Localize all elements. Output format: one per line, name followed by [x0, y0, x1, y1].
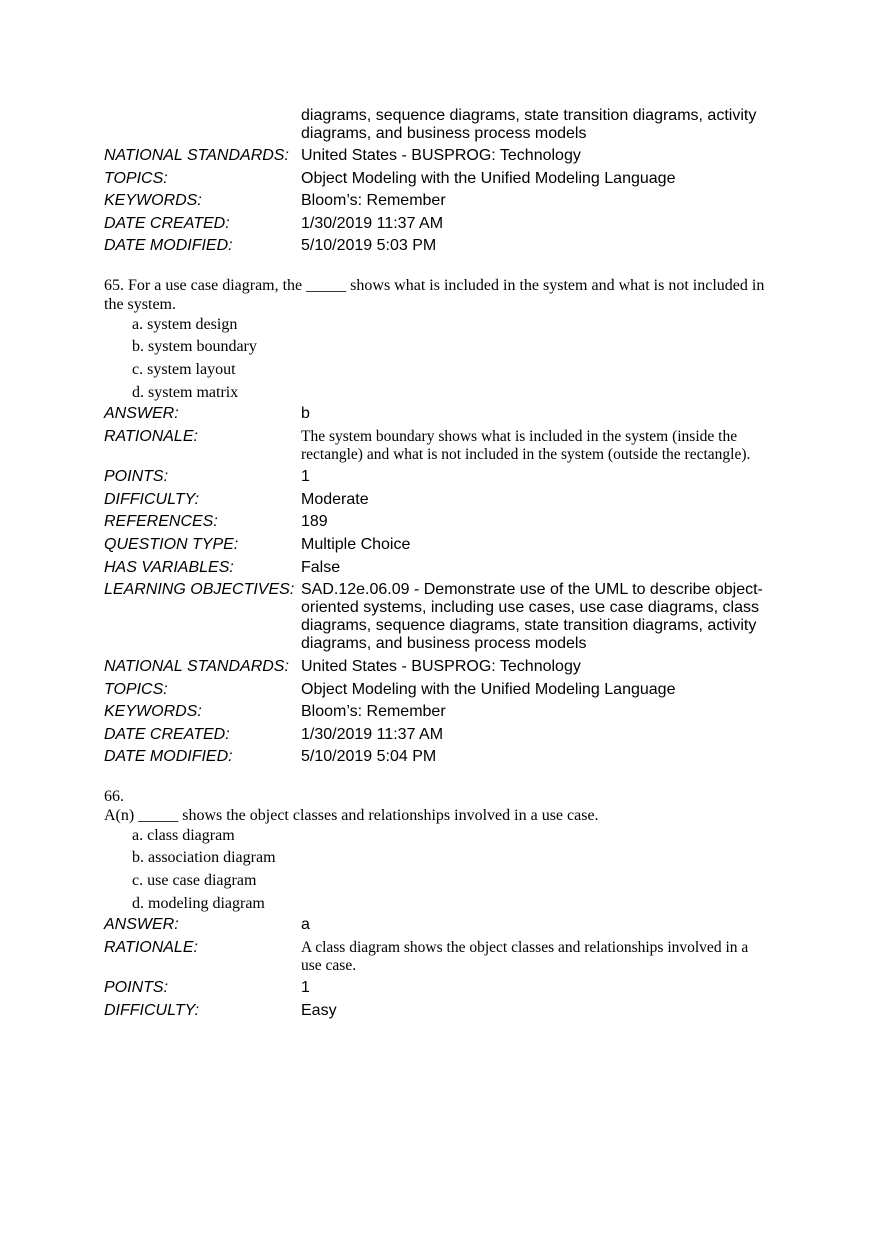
choice-text: system layout — [147, 361, 236, 378]
q66-choice-a — [132, 826, 235, 845]
q64-national-standards-row — [104, 147, 774, 165]
field-value: 1 — [301, 468, 310, 485]
field-label: DATE CREATED: — [104, 726, 230, 743]
field-value: 1/30/2019 11:37 AM — [301, 215, 444, 232]
q65-national-standards-row — [104, 658, 774, 676]
q65-stem — [104, 276, 764, 314]
objectives-line: SAD.12e.06.09 - Demonstrate use of the UML to describe object- — [301, 581, 763, 598]
objectives-line: diagrams, and business process models — [301, 635, 587, 652]
field-label: HAS VARIABLES: — [104, 559, 234, 576]
field-value: Bloom’s: Remember — [301, 192, 446, 209]
q65-rationale-row — [104, 428, 774, 464]
field-label: NATIONAL STANDARDS: — [104, 147, 289, 164]
q65-references-row — [104, 513, 774, 531]
field-label: DATE MODIFIED: — [104, 748, 233, 765]
objectives-line: diagrams, and business process models — [301, 125, 587, 142]
q66-choice-d — [132, 894, 265, 913]
stem-line: the system. — [104, 296, 176, 313]
field-label: TOPICS: — [104, 170, 168, 187]
field-label: KEYWORDS: — [104, 703, 202, 720]
rationale-line: A class diagram shows the object classes and relationships involved in a — [301, 939, 749, 956]
q64-objectives-continued — [104, 107, 774, 143]
choice-letter: c. — [132, 872, 144, 889]
q65-answer-row — [104, 405, 774, 423]
q65-difficulty-row — [104, 491, 774, 509]
q66-answer-row — [104, 916, 774, 934]
field-value: b — [301, 405, 310, 422]
q65-learning-objectives-row — [104, 581, 774, 653]
field-label: ANSWER: — [104, 405, 179, 422]
q66-stem — [104, 787, 764, 825]
rationale-line: The system boundary shows what is included in the system (inside the — [301, 428, 738, 445]
q64-topics-row — [104, 170, 774, 188]
field-value: False — [301, 559, 341, 576]
choice-letter: a. — [132, 827, 144, 844]
field-value: Easy — [301, 1002, 337, 1019]
choice-letter: a. — [132, 316, 144, 333]
field-label: RATIONALE: — [104, 428, 198, 445]
q65-points-row — [104, 468, 774, 486]
choice-text: class diagram — [147, 827, 235, 844]
field-value: 5/10/2019 5:03 PM — [301, 237, 437, 254]
choice-letter: b. — [132, 338, 144, 355]
field-label: DATE MODIFIED: — [104, 237, 233, 254]
choice-letter: d. — [132, 895, 144, 912]
q65-date-modified-row — [104, 748, 774, 766]
field-label: ANSWER: — [104, 916, 179, 933]
field-label: REFERENCES: — [104, 513, 218, 530]
field-label: POINTS: — [104, 468, 169, 485]
field-value: United States - BUSPROG: Technology — [301, 147, 581, 164]
choice-letter: b. — [132, 849, 144, 866]
q65-has-variables-row — [104, 559, 774, 577]
choice-text: system matrix — [148, 384, 239, 401]
field-label: RATIONALE: — [104, 939, 198, 956]
q64-date-modified-row — [104, 237, 774, 255]
choice-letter: d. — [132, 384, 144, 401]
question-number: 66. — [104, 788, 124, 805]
q64-keywords-row — [104, 192, 774, 210]
field-value: Object Modeling with the Unified Modeling Language — [301, 170, 676, 187]
q65-keywords-row — [104, 703, 774, 721]
q65-topics-row — [104, 681, 774, 699]
q66-choice-c — [132, 871, 256, 890]
q66-choice-b — [132, 848, 276, 867]
q66-difficulty-row — [104, 1002, 774, 1020]
choice-text: system boundary — [148, 338, 257, 355]
q66-points-row — [104, 979, 774, 997]
field-value: 5/10/2019 5:04 PM — [301, 748, 437, 765]
field-label: POINTS: — [104, 979, 169, 996]
q65-choice-d — [132, 383, 238, 402]
field-value: Bloom’s: Remember — [301, 703, 446, 720]
field-value: 189 — [301, 513, 328, 530]
field-label: LEARNING OBJECTIVES: — [104, 581, 295, 598]
stem-line: A(n) _____ shows the object classes and relationships involved in a use case. — [104, 807, 599, 824]
field-label: DIFFICULTY: — [104, 491, 200, 508]
field-value: 1 — [301, 979, 310, 996]
field-label: NATIONAL STANDARDS: — [104, 658, 289, 675]
rationale-line: use case. — [301, 957, 357, 974]
field-label: TOPICS: — [104, 681, 168, 698]
objectives-line: diagrams, sequence diagrams, state transition diagrams, activity — [301, 107, 757, 124]
field-label: QUESTION TYPE: — [104, 536, 239, 553]
choice-text: association diagram — [148, 849, 276, 866]
q66-rationale-row — [104, 939, 774, 975]
choice-text: use case diagram — [147, 872, 257, 889]
stem-line: 65. For a use case diagram, the _____ shows what is included in the system and what is not included in — [104, 277, 765, 294]
choice-text: modeling diagram — [148, 895, 265, 912]
q65-choice-b — [132, 337, 257, 356]
field-label: DIFFICULTY: — [104, 1002, 200, 1019]
field-label: KEYWORDS: — [104, 192, 202, 209]
q64-date-created-row — [104, 215, 774, 233]
field-label: DATE CREATED: — [104, 215, 230, 232]
choice-letter: c. — [132, 361, 144, 378]
q65-choice-a — [132, 315, 237, 334]
field-value: a — [301, 916, 310, 933]
field-value: Object Modeling with the Unified Modeling Language — [301, 681, 676, 698]
field-value: 1/30/2019 11:37 AM — [301, 726, 444, 743]
field-value: United States - BUSPROG: Technology — [301, 658, 581, 675]
objectives-line: oriented systems, including use cases, use case diagrams, class — [301, 599, 759, 616]
field-value: Moderate — [301, 491, 369, 508]
q65-choice-c — [132, 360, 236, 379]
objectives-line: diagrams, sequence diagrams, state transition diagrams, activity — [301, 617, 757, 634]
q65-question-type-row — [104, 536, 774, 554]
rationale-line: rectangle) and what is not included in the system (outside the rectangle). — [301, 446, 751, 463]
field-value: Multiple Choice — [301, 536, 411, 553]
q65-date-created-row — [104, 726, 774, 744]
choice-text: system design — [147, 316, 238, 333]
